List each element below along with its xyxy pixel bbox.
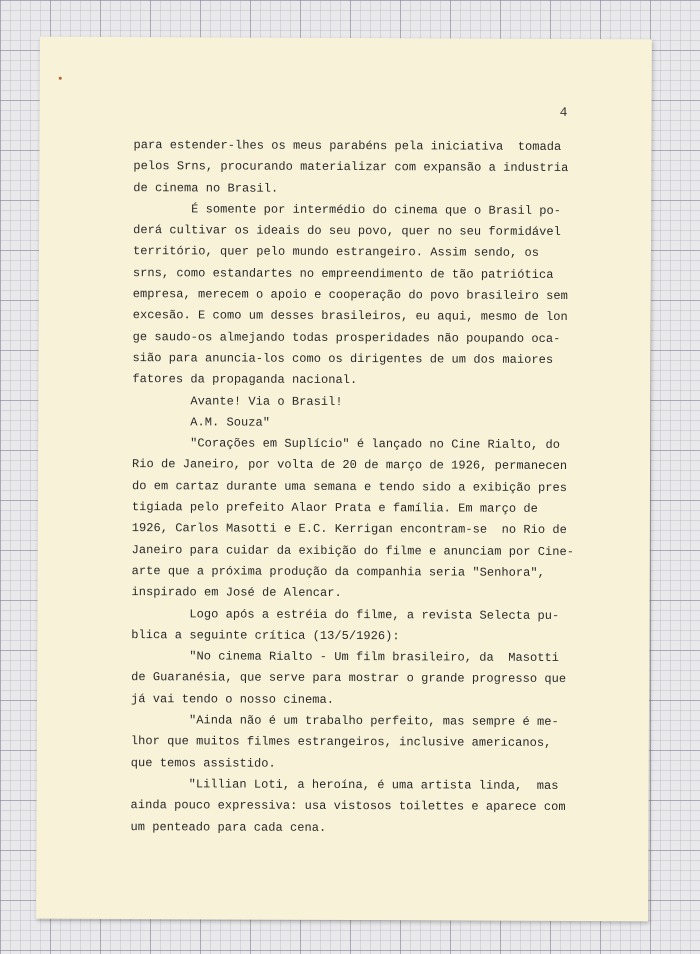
text-line: ainda pouco expressiva: usa vistosos toilettes e aparece com (130, 798, 566, 815)
text-line: derá cultivar os ideais do seu povo, quer no seu formidável (133, 223, 561, 240)
text-line: ge saudo-os almejando todas prosperidades não poupando oca- (132, 329, 561, 346)
text-line: de cinema no Brasil. (133, 180, 279, 196)
text-line: lhor que muitos filmes estrangeiros, inclusive americanos, (130, 734, 552, 751)
text-line: "Lillian Loti, a heroína, é uma artista linda, mas (130, 776, 559, 793)
text-line: tigiada pelo prefeito Alaor Prata e família. Em março de (131, 500, 538, 516)
text-line: "Corações em Suplício" é lançado no Cine Rialto, do (132, 436, 561, 453)
text-line: Rio de Janeiro, por volta de 20 de março de 1926, permanecen (132, 457, 568, 474)
text-line: excesão. E como um desses brasileiros, eu aqui, mesmo de lon (132, 308, 568, 325)
text-line: Janeiro para cuidar da exibição do filme e anunciam por Cine- (131, 542, 575, 559)
text-line: que temos assistido. (130, 755, 276, 771)
page-number: 4 (559, 104, 568, 120)
text-line: para estender-lhes os meus parabéns pela iniciativa tomada (133, 138, 562, 154)
text-line: do em cartaz durante uma semana e tendo sido a exibição pres (131, 478, 568, 495)
text-line: srns, como estandartes no empreendimento de tão patriótica (132, 265, 554, 282)
ink-spot (59, 77, 62, 80)
text-line: de Guaranésia, que serve para mostrar o grande progresso que (131, 670, 567, 687)
text-line: empresa, merecem o apoio e cooperação do povo brasileiro sem (132, 287, 568, 304)
text-line: arte que a próxima produção da companhia seria "Senhora", (131, 564, 545, 580)
text-line: um penteado para cada cena. (130, 819, 327, 835)
text-line: sião para anuncia-los como os dirigentes de um dos maiores (132, 351, 554, 367)
text-line: Logo após a estréia do filme, a revista Selecta pu- (131, 606, 560, 623)
text-line: É somente por intermédio do cinema que o Brasil po- (133, 201, 562, 218)
text-line: "No cinema Rialto - Um film brasileiro, da Masotti (131, 649, 560, 666)
text-line: pelos Srns, procurando materializar com expansão a industria (133, 159, 569, 176)
text-line: "Ainda não é um trabalho perfeito, mas sempre é me- (130, 713, 559, 729)
typed-text-body (130, 135, 573, 840)
text-line: Avante! Via o Brasil! (132, 393, 343, 409)
text-line: já vai tendo o nosso cinema. (131, 691, 335, 707)
text-line: fatores da propaganda nacional. (132, 372, 358, 388)
text-line: A.M. Souza" (132, 414, 271, 430)
text-line: blica a seguinte crítica (13/5/1926): (131, 627, 400, 644)
text-line: 1926, Carlos Masotti e E.C. Kerrigan encontram-se no Rio de (131, 521, 567, 538)
text-line: território, quer pelo mundo estrangeiro. Assim sendo, os (132, 244, 540, 261)
paper-sheet (36, 37, 652, 922)
text-line: inspirado em José de Alencar. (131, 585, 342, 601)
